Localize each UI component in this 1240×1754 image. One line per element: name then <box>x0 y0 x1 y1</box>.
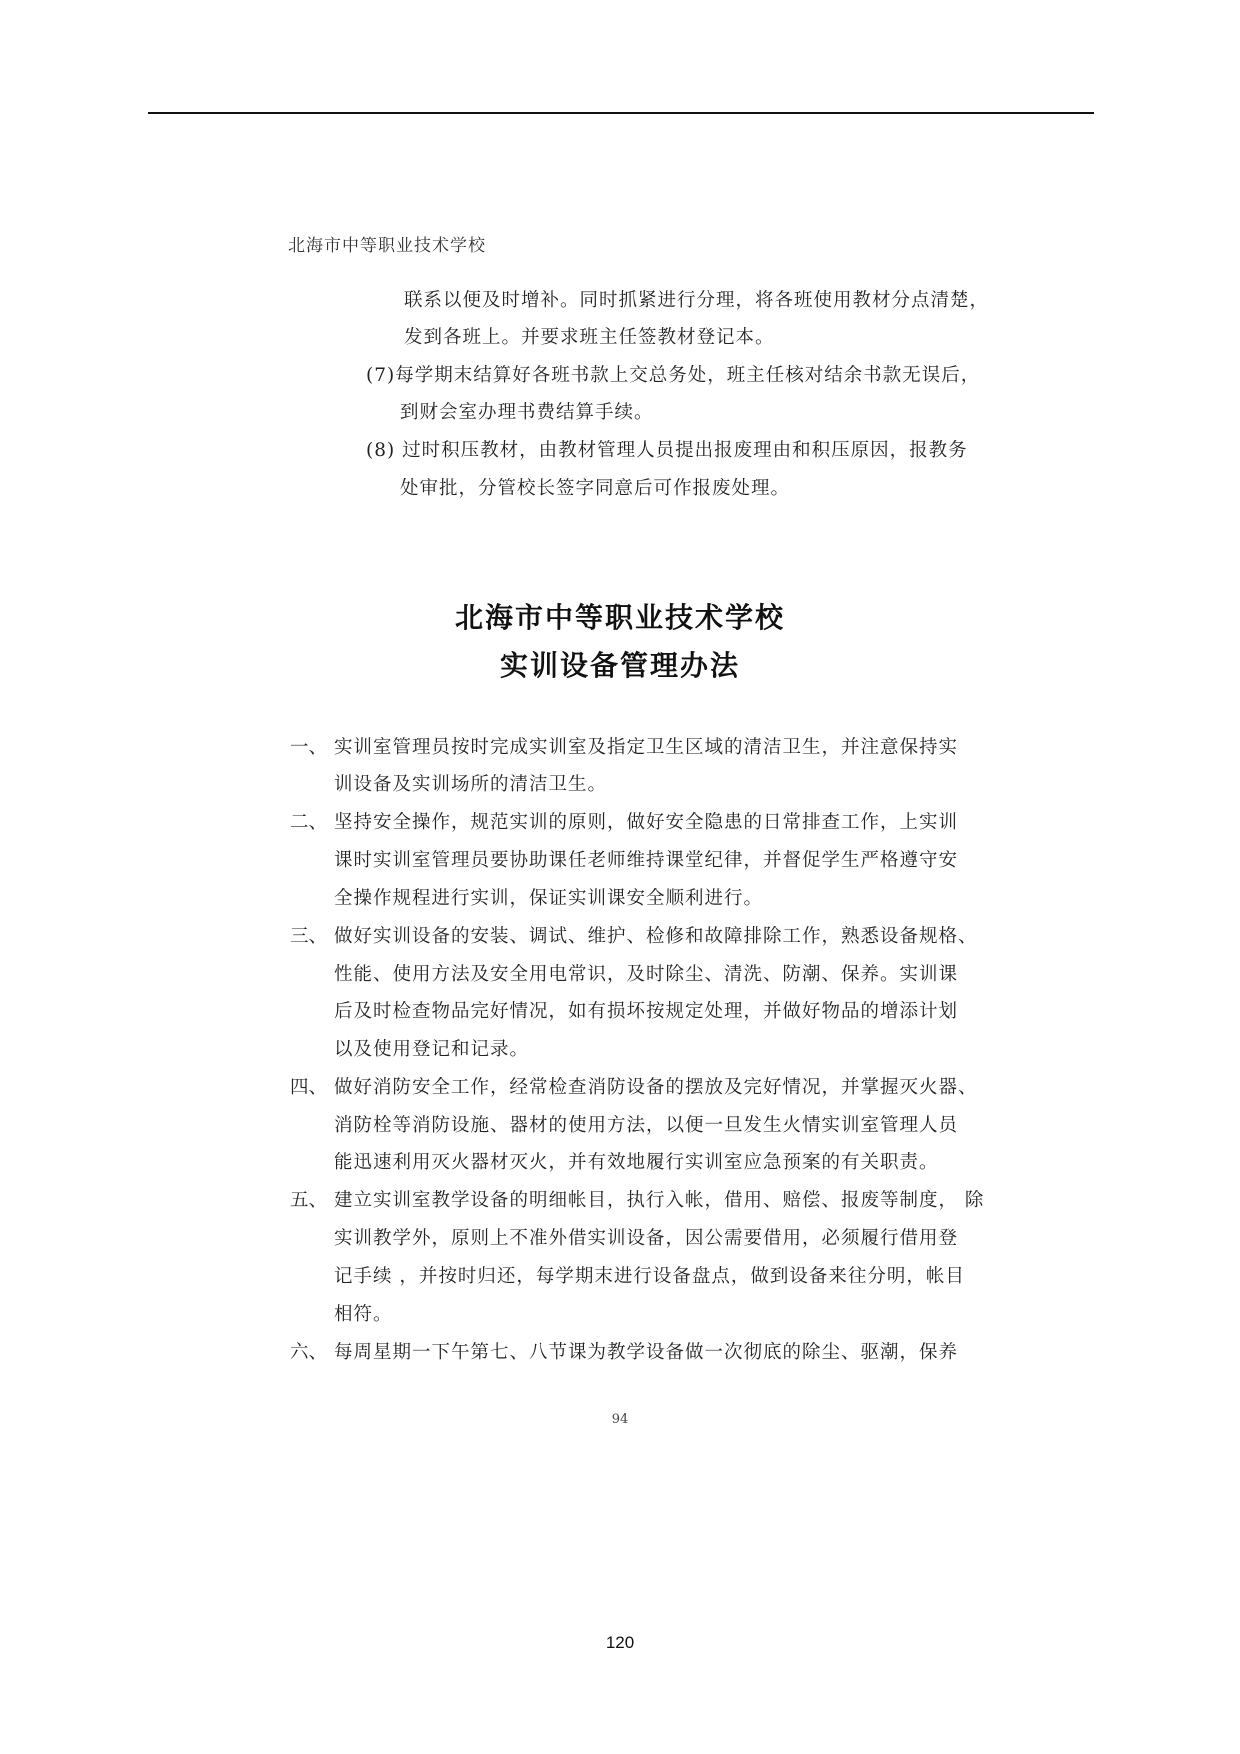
item-line: 每周星期一下午第七、八节课为教学设备做一次彻底的除尘、驱潮，保养 <box>334 1342 959 1363</box>
item-line: 记手续 ，并按时归还，每学期末进行设备盘点，做到设备来往分明，帐目 <box>334 1266 965 1287</box>
item-line: 实训室管理员按时完成实训室及指定卫生区域的清洁卫生，并注意保持实 <box>334 737 959 758</box>
item-line: 坚持安全操作，规范实训的原则，做好安全隐患的日常排查工作，上实训 <box>334 812 959 833</box>
top-rule <box>148 112 1094 114</box>
item-number: 二、 <box>290 812 328 833</box>
item-line: 相符。 <box>334 1304 393 1325</box>
item-number: 六、 <box>290 1342 328 1363</box>
item-line: 后及时检查物品完好情况，如有损坏按规定处理，并做好物品的增添计划 <box>334 1001 959 1022</box>
document-subtitle: 实训设备管理办法 <box>499 649 740 682</box>
item-number: 一、 <box>290 737 328 758</box>
item-line: 能迅速利用灭火器材灭火，并有效地履行实训室应急预案的有关职责。 <box>334 1152 939 1173</box>
document-title: 北海市中等职业技术学校 <box>454 601 785 634</box>
prev-line: (7)每学期末结算好各班书款上交总务处，班主任核对结余书款无误后， <box>366 365 981 386</box>
item-number: 四、 <box>290 1077 328 1098</box>
prev-line: (8) 过时积压教材，由教材管理人员提出报废理由和积压原因，报教务 <box>366 440 968 461</box>
inner-page-number: 94 <box>611 1412 629 1427</box>
item-line: 做好实训设备的安装、调试、维护、检修和故障排除工作，熟悉设备规格、 <box>334 926 978 947</box>
item-line: 训设备及实训场所的清洁卫生。 <box>334 774 608 795</box>
item-line: 做好消防安全工作，经常检查消防设备的摆放及完好情况，并掌握灭火器、 <box>334 1077 978 1098</box>
item-line: 以及使用登记和记录。 <box>334 1039 530 1060</box>
item-line: 建立实训室教学设备的明细帐目，执行入帐，借用、赔偿、报废等制度， 除 <box>334 1190 985 1211</box>
item-number: 五、 <box>290 1190 328 1211</box>
page-number: 120 <box>605 1633 635 1652</box>
item-number: 三、 <box>290 926 328 947</box>
item-line: 全操作规程进行实训，保证实训课安全顺利进行。 <box>334 888 764 909</box>
prev-line: 处审批，分管校长签字同意后可作报废处理。 <box>400 478 791 499</box>
item-line: 实训教学外，原则上不准外借实训设备，因公需要借用，必须履行借用登 <box>334 1228 959 1249</box>
prev-line: 联系以便及时增补。同时抓紧进行分理，将各班使用教材分点清楚， <box>404 290 990 311</box>
item-line: 性能、使用方法及安全用电常识，及时除尘、清洗、防潮、保养。实训课 <box>334 964 959 985</box>
prev-line: 到财会室办理书费结算手续。 <box>400 402 654 423</box>
item-line: 课时实训室管理员要协助课任老师维持课堂纪律，并督促学生严格遵守安 <box>334 850 959 871</box>
prev-line: 发到各班上。并要求班主任签教材登记本。 <box>404 327 775 348</box>
item-line: 消防栓等消防设施、器材的使用方法，以便一旦发生火情实训室管理人员 <box>334 1115 959 1136</box>
running-header: 北海市中等职业技术学校 <box>288 236 486 256</box>
